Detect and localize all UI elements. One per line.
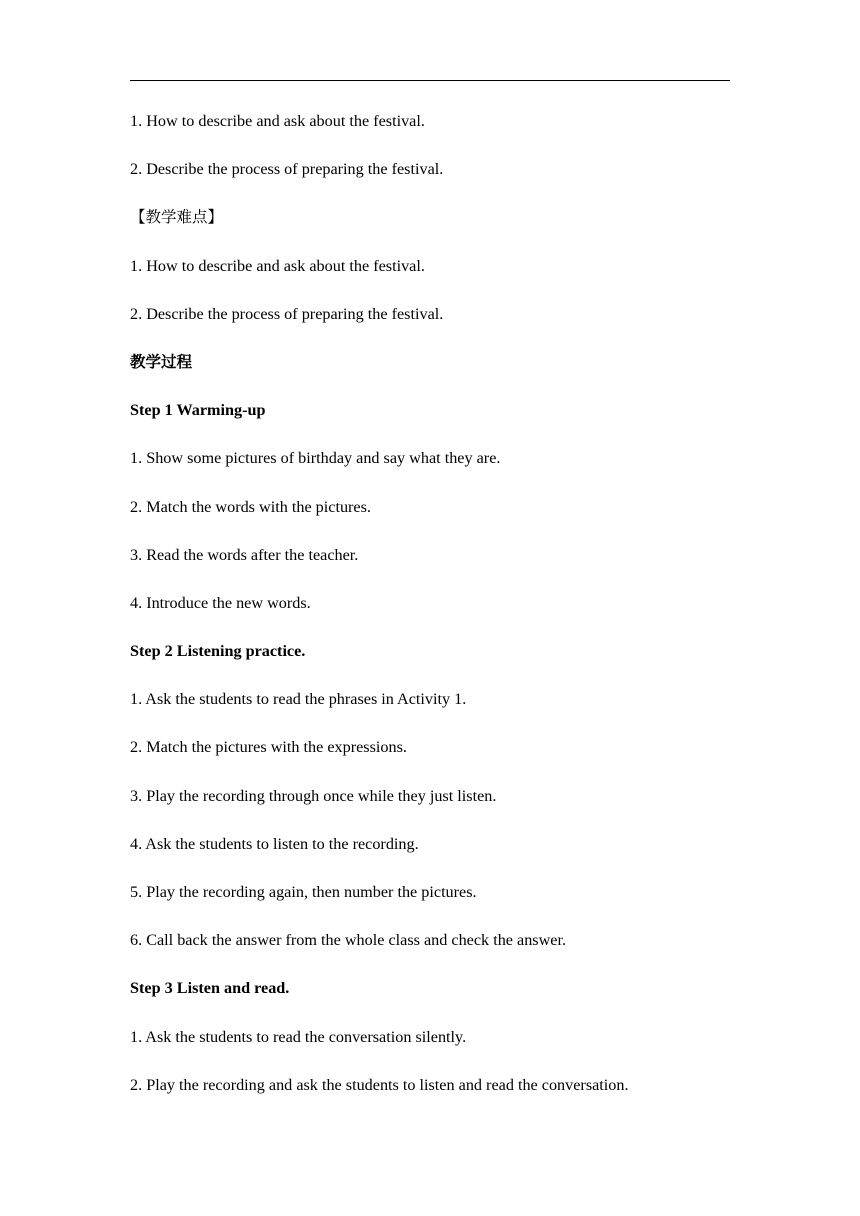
step3-item-2: 2. Play the recording and ask the students to listen and read the conversation. [130, 1075, 629, 1094]
step2-item-6: 6. Call back the answer from the whole class and check the answer. [130, 931, 567, 950]
step2-item-3: 3. Play the recording through once while they just listen. [130, 786, 497, 805]
step2-item-2: 2. Match the pictures with the expressions. [130, 738, 407, 757]
step3-item-1: 1. Ask the students to read the conversation silently. [130, 1027, 467, 1046]
step1-item-1: 1. Show some pictures of birthday and say what they are. [130, 449, 501, 468]
step1-item-3: 3. Read the words after the teacher. [130, 545, 359, 564]
step-heading-warming-up: Step 1 Warming-up [130, 401, 266, 420]
step-heading-listen-read: Step 3 Listen and read. [130, 979, 290, 998]
section-heading-process: 教学过程 [130, 352, 193, 371]
step2-item-5: 5. Play the recording again, then number the pictures. [130, 883, 477, 901]
goal-item-2: 2. Describe the process of preparing the festival. [130, 160, 444, 179]
step2-item-1: 1. Ask the students to read the phrases in Activity 1. [130, 690, 467, 709]
step1-item-4: 4. Introduce the new words. [130, 593, 311, 612]
step2-item-4: 4. Ask the students to listen to the recording. [130, 834, 419, 853]
step-heading-listening: Step 2 Listening practice. [130, 642, 306, 661]
difficulty-item-1: 1. How to describe and ask about the festival. [130, 256, 425, 275]
step1-item-2: 2. Match the words with the pictures. [130, 497, 371, 516]
difficulty-item-2: 2. Describe the process of preparing the festival. [130, 304, 444, 323]
section-heading-difficulties: 【教学难点】 [130, 208, 224, 227]
document-body [130, 107, 730, 1119]
header-rule [130, 80, 730, 81]
goal-item-1: 1. How to describe and ask about the festival. [130, 112, 425, 130]
